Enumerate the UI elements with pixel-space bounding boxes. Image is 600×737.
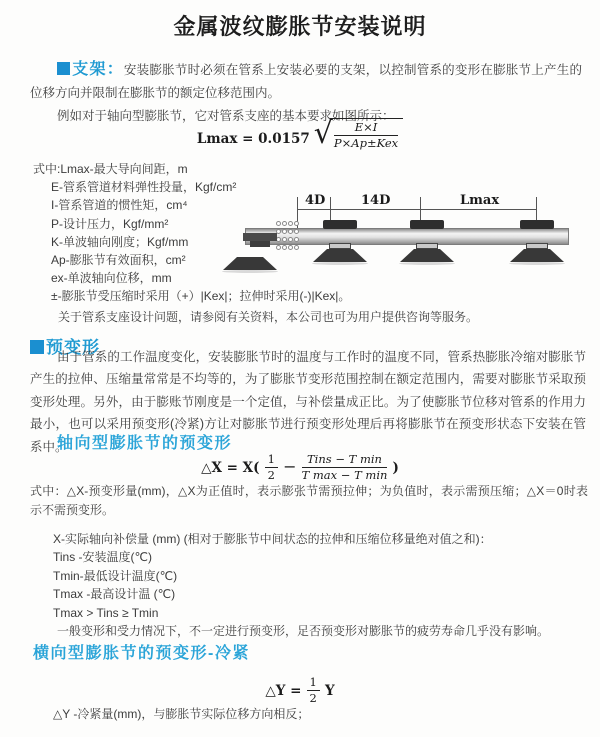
axial-definitions — [53, 530, 549, 640]
definition-line: ±-膨胀节受压缩时采用（+）|Kex|；拉伸时采用(-)|Kex|。 — [51, 289, 351, 304]
dim-label-4d: 4D — [301, 193, 329, 208]
formula1-numerator: E×I — [334, 121, 398, 136]
definition-line: 关于管系支座设计问题，请参阅有关资料，本公司也可为用户提供咨询等服务。 — [58, 309, 479, 324]
bellows-icon — [276, 221, 306, 251]
formula1-lhs: Lmax = 0.0157 — [196, 131, 310, 148]
sqrt-radical-icon — [314, 118, 403, 150]
guide-spacing-formula — [0, 118, 600, 150]
formula3-half-fraction: $\frac{1}{2}$ — [307, 676, 320, 705]
pipe-support — [399, 196, 455, 266]
formula2-minus: − — [283, 457, 297, 477]
axial-preform-formula — [0, 453, 600, 482]
lateral-note: △Y -冷紧量(mm)，与膨胀节实际位移方向相反； — [53, 707, 310, 721]
axial-def-line: X-实际轴向补偿量 (mm) (相对于膨胀节中间状态的拉伸和压缩位移量绝对值之和)： — [53, 532, 492, 546]
lateral-preform-heading: 横向型膨胀节的预变形-冷紧 — [33, 645, 250, 662]
formula2-lhs: △X = X( — [201, 460, 260, 477]
formula3-lhs: △Y = — [265, 683, 302, 700]
dim-label-lmax: Lmax — [456, 193, 503, 208]
axial-def-line: Tmax -最高设计温 (℃) — [53, 587, 176, 602]
section-bullet-square-icon — [57, 62, 70, 75]
definition-line: 式中:Lmax-最大导向间距，m — [33, 162, 188, 176]
definition-line: Ap-膨胀节有效面积，cm² — [51, 253, 186, 268]
preform-header-label: 预变形 — [46, 338, 100, 357]
pipe-support — [312, 196, 368, 266]
formula3-rhs: Y — [324, 683, 335, 700]
definition-line: I-管系管道的惯性矩，cm⁴ — [51, 198, 188, 213]
pipe-support-anchor-base — [222, 204, 278, 274]
axial-preform-heading: 轴向型膨胀节的预变形 — [57, 435, 233, 452]
pipe-support — [509, 196, 565, 266]
axial-def-line: Tmin-最低设计温度(℃) — [53, 568, 178, 583]
axial-note-line: 一般变形和受力情况下，不一定进行预变形，足否预变形对膨胀节的疲劳寿命几乎没有影响。 — [57, 624, 550, 639]
formula2-half-fraction: $\frac{1}{2}$ — [265, 453, 278, 482]
formula1-denominator: P×Ap±Kex — [333, 136, 399, 151]
lateral-preform-formula — [0, 676, 600, 705]
support-intro-paragraph — [30, 58, 582, 105]
definition-line: E-管系管道材料弹性投量，Kgf/cm² — [51, 180, 237, 195]
axial-def-line: Tmax > Tins ≥ Tmin — [53, 605, 159, 620]
axial-def-line: Tins -安装温度(℃) — [53, 550, 153, 565]
preform-paragraph: 由于管系的工作温度变化，安装膨胀节时的温度与工作时的温度不同，管系热膨胀冷缩对膨胀节产生的拉伸、压缩量常常是不均等的，为了膨胀节变形范围控制在额定范围内，需要对膨胀节采取预变形处理。另外，由于膨账节刚度是一个定值，与补偿量成正比。为了使膨胀节位移对管系的作用力最小，也可以采用预变形(冷紧)方让对膨胀节进行预变形处理后再将膨胀节在预变形状态下安装在管系中。 — [30, 350, 586, 454]
definition-line: P-设计压力，Kgf/mm² — [51, 216, 169, 231]
page-title: 金属波纹膨胀节安装说明 — [173, 14, 427, 39]
support-section-label: 支架： — [72, 61, 124, 78]
definition-line: ex-单波轴向位移，mm — [51, 271, 172, 286]
sqrt-glyph: √ — [313, 116, 333, 152]
support-example-line: 例如对于轴向型膨胀节，它对管系支座的基本要求如图所示： — [57, 109, 395, 123]
dim-label-14d: 14D — [357, 193, 394, 208]
support-intro-text: 安装膨胀节时必须在管系上安装必要的支架，以控制管系的变形在膨胀节上产生的位移方向并限制在膨胀节的额定位移范围内。 — [30, 63, 582, 100]
formula2-close: ) — [392, 460, 399, 477]
formula2-temp-fraction: $\frac{\text{Tins − T min}}{\text{T max − T min}}$ — [301, 452, 388, 483]
axial-explain-paragraph: 式中：△X-预变形量(mm)，△X为正值时，表示膨张节需预拉伸；为负值时，表示需预压缩；△X＝0时表示不需预变形。 — [30, 484, 588, 517]
definition-line: K-单波轴向刚度；Kgf/mm — [51, 234, 189, 249]
pipe-support-diagram — [243, 193, 595, 270]
